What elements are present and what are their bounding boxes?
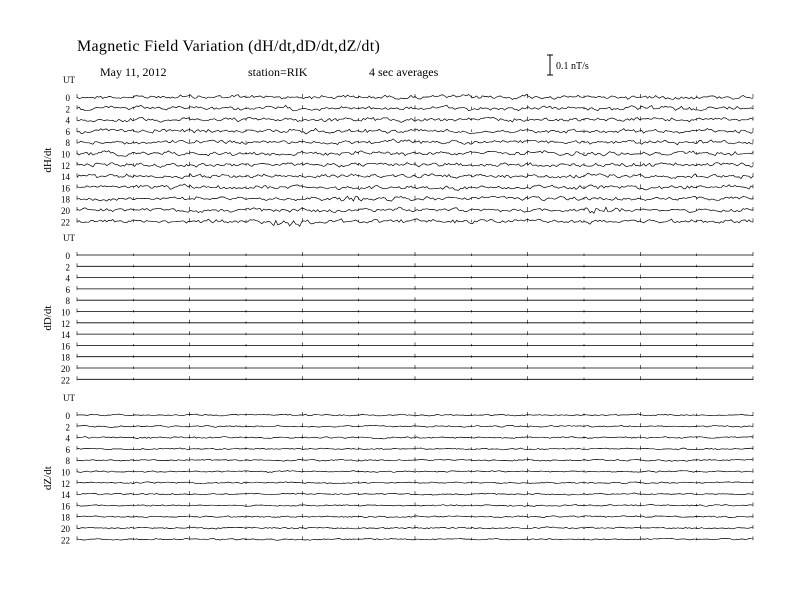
row-hour-label: 16 [61,501,70,512]
averaging-label: 4 sec averages [369,65,439,79]
row-hour-label: 22 [61,535,70,546]
panel-component-label: dZ/dt [42,466,54,491]
row-hour-label: 16 [61,341,70,352]
panel-ut-label: UT [63,393,75,403]
row-hour-label: 0 [65,411,70,421]
row-hour-label: 18 [61,352,70,363]
row-hour-label: 10 [61,149,70,160]
row-hour-label: 14 [61,490,70,501]
row-hour-label: 0 [65,251,70,261]
row-hour-label: 6 [65,126,70,137]
row-hour-label: 10 [61,467,70,478]
panel-component-label: dH/dt [42,147,54,173]
date-label: May 11, 2012 [100,65,167,79]
chart-title: Magnetic Field Variation (dH/dt,dD/dt,dZ/dt) [77,38,381,55]
row-hour-label: 12 [61,160,70,171]
panel-ut-label: UT [63,233,75,243]
row-hour-label: 22 [61,217,70,228]
row-hour-label: 0 [65,93,70,103]
row-hour-label: 6 [65,444,70,455]
row-hour-label: 12 [61,318,70,329]
row-hour-label: 2 [65,104,70,115]
row-hour-label: 10 [61,307,70,318]
row-hour-label: 14 [61,330,70,341]
row-hour-label: 4 [65,273,70,284]
scale-bar [547,55,553,75]
station-label: station=RIK [248,65,308,79]
row-hour-label: 2 [65,422,70,433]
row-hour-label: 22 [61,375,70,386]
row-hour-label: 20 [61,364,70,374]
row-hour-label: 18 [61,194,70,205]
row-hour-label: 6 [65,284,70,295]
row-hour-label: 8 [65,296,70,307]
panel-component-label: dD/dt [42,305,54,331]
row-hour-label: 20 [61,524,70,534]
row-hour-label: 4 [65,115,70,126]
scale-bar-label: 0.1 nT/s [556,61,589,72]
row-hour-label: 4 [65,433,70,444]
row-hour-label: 16 [61,183,70,194]
row-hour-label: 18 [61,512,70,523]
row-hour-label: 20 [61,206,70,216]
row-hour-label: 14 [61,172,70,183]
row-hour-label: 2 [65,262,70,273]
row-hour-label: 12 [61,478,70,489]
row-hour-label: 8 [65,138,70,149]
panel-ut-label: UT [63,75,75,85]
row-hour-label: 8 [65,456,70,467]
